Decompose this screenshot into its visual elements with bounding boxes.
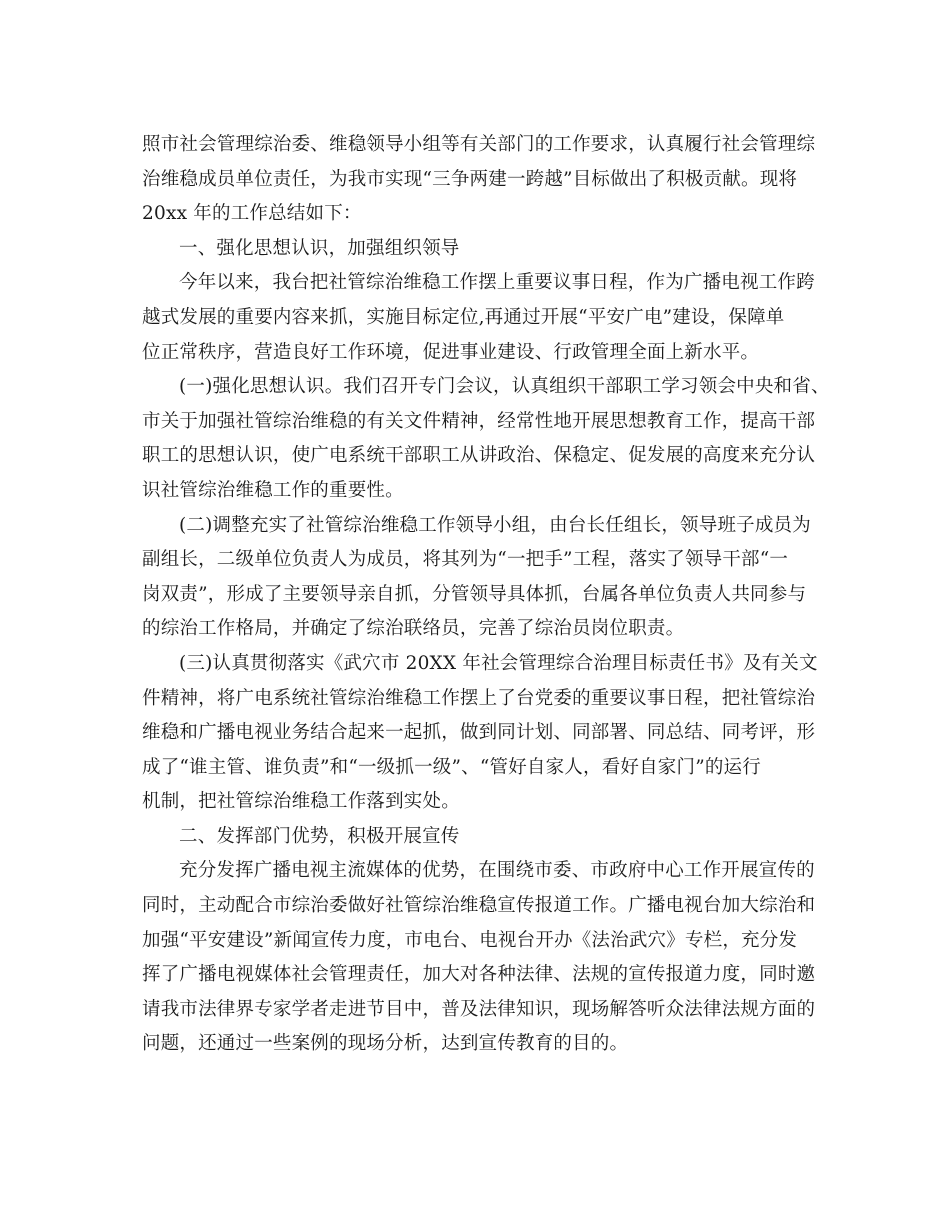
document-line: 岗双责”，形成了主要领导亲自抓，分管领导具体抓，台属各单位负责人共同参与 <box>142 583 807 605</box>
document-line: 的综治工作格局，并确定了综治联络员，完善了综治员岗位职责。 <box>142 618 685 640</box>
document-line: 位正常秩序，营造良好工作环境，促进事业建设、行政管理全面上新水平。 <box>142 341 760 363</box>
document-line: 一、强化思想认识，加强组织领导 <box>179 237 460 259</box>
document-line: 20xx 年的工作总结如下： <box>142 203 362 225</box>
document-line: 成了“谁主管、谁负责”和“一级抓一级”、“管好自家人，看好自家门”的运行 <box>142 756 761 778</box>
document-line: 问题，还通过一些案例的现场分析，达到宣传教育的目的。 <box>142 1033 629 1055</box>
document-line: (一)强化思想认识。我们召开专门会议，认真组织干部职工学习领会中央和省、 <box>179 376 830 398</box>
document-line: (三)认真贯彻落实《武穴市 20XX 年社会管理综合治理目标责任书》及有关文 <box>179 652 818 674</box>
document-line: 越式发展的重要内容来抓，实施目标定位,再通过开展“平安广电”建设，保障单 <box>142 306 785 328</box>
document-line: 照市社会管理综治委、维稳领导小组等有关部门的工作要求，认真履行社会管理综 <box>142 134 816 155</box>
document-line: 挥了广播电视媒体社会管理责任，加大对各种法律、法规的宣传报道力度，同时邀 <box>142 964 816 986</box>
document-line: 加强“平安建设”新闻宣传力度，市电台、电视台开办《法治武穴》专栏，充分发 <box>142 929 798 951</box>
document-line: 副组长，二级单位负责人为成员，将其列为“一把手”工程，落实了领导干部“一 <box>142 549 789 571</box>
document-body <box>142 128 830 1062</box>
document-line: 市关于加强社管综治维稳的有关文件精神，经常性地开展思想教育工作，提高干部 <box>142 410 816 432</box>
document-line: 充分发挥广播电视主流媒体的优势，在围绕市委、市政府中心工作开展宣传的 <box>179 860 815 882</box>
document-line: 件精神，将广电系统社管综治维稳工作摆上了台党委的重要议事日程，把社管综治 <box>142 687 816 709</box>
document-line: 同时，主动配合市综治委做好社管综治维稳宣传报道工作。广播电视台加大综治和 <box>142 895 816 917</box>
document-line: 二、发挥部门优势，积极开展宣传 <box>179 825 460 847</box>
document-line: 职工的思想认识，使广电系统干部职工从讲政治、保稳定、促发展的高度来充分认 <box>142 445 816 467</box>
document-line: 识社管综治维稳工作的重要性。 <box>142 479 404 501</box>
document-line: 治维稳成员单位责任，为我市实现“三争两建一跨越”目标做出了积极贡献。现将 <box>142 168 798 190</box>
document-line: 机制，把社管综治维稳工作落到实处。 <box>142 791 460 813</box>
document-line: 维稳和广播电视业务结合起来一起抓，做到同计划、同部署、同总结、同考评，形 <box>142 722 816 744</box>
document-line: (二)调整充实了社管综治维稳工作领导小组，由台长任组长，领导班子成员为 <box>179 514 811 536</box>
document-line: 今年以来，我台把社管综治维稳工作摆上重要议事日程，作为广播电视工作跨 <box>179 272 815 294</box>
document-line: 请我市法律界专家学者走进节目中，普及法律知识，现场解答听众法律法规方面的 <box>142 998 816 1020</box>
